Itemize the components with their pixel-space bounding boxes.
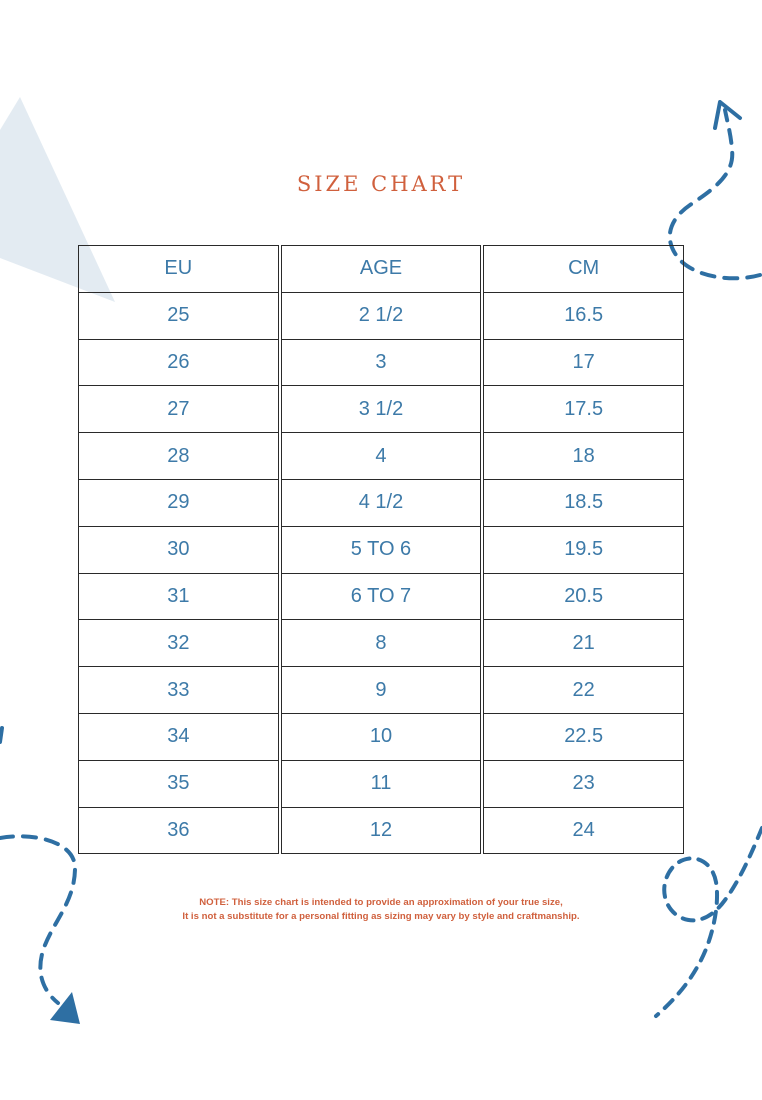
cell-eu: 36 bbox=[78, 808, 279, 855]
cell-age: 9 bbox=[281, 667, 482, 714]
table-row bbox=[78, 574, 684, 621]
cell-age: 3 bbox=[281, 340, 482, 387]
cell-age: 4 bbox=[281, 433, 482, 480]
cell-age: 10 bbox=[281, 714, 482, 761]
cell-cm: 21 bbox=[483, 620, 684, 667]
cell-eu: 30 bbox=[78, 527, 279, 574]
table-row bbox=[78, 386, 684, 433]
cell-age: 4 1/2 bbox=[281, 480, 482, 527]
cell-eu: 31 bbox=[78, 574, 279, 621]
cell-cm: 18.5 bbox=[483, 480, 684, 527]
table-row bbox=[78, 433, 684, 480]
table-header-row bbox=[78, 245, 684, 293]
column-header-cm: CM bbox=[483, 245, 684, 293]
table-row bbox=[78, 808, 684, 855]
cell-cm: 17 bbox=[483, 340, 684, 387]
cell-cm: 22.5 bbox=[483, 714, 684, 761]
column-header-age: AGE bbox=[281, 245, 482, 293]
table-row bbox=[78, 340, 684, 387]
cell-cm: 17.5 bbox=[483, 386, 684, 433]
table-row bbox=[78, 667, 684, 714]
cell-eu: 32 bbox=[78, 620, 279, 667]
table-row bbox=[78, 620, 684, 667]
cell-cm: 23 bbox=[483, 761, 684, 808]
cell-age: 3 1/2 bbox=[281, 386, 482, 433]
cell-age: 11 bbox=[281, 761, 482, 808]
table-row bbox=[78, 761, 684, 808]
column-header-eu: EU bbox=[78, 245, 279, 293]
cell-eu: 29 bbox=[78, 480, 279, 527]
cell-age: 5 TO 6 bbox=[281, 527, 482, 574]
cell-eu: 33 bbox=[78, 667, 279, 714]
table-row bbox=[78, 527, 684, 574]
cell-eu: 25 bbox=[78, 293, 279, 340]
cell-eu: 27 bbox=[78, 386, 279, 433]
cell-eu: 34 bbox=[78, 714, 279, 761]
cell-age: 2 1/2 bbox=[281, 293, 482, 340]
table-row bbox=[78, 480, 684, 527]
note-line-1: NOTE: This size chart is intended to provide an approximation of your true size, bbox=[199, 897, 563, 908]
size-chart-table bbox=[76, 245, 686, 854]
table-row bbox=[78, 714, 684, 761]
cell-eu: 35 bbox=[78, 761, 279, 808]
cell-eu: 28 bbox=[78, 433, 279, 480]
edge-dash-mark bbox=[0, 728, 2, 742]
cell-cm: 22 bbox=[483, 667, 684, 714]
note-line-2: It is not a substitute for a personal fitting as sizing may vary by style and craftmanship. bbox=[182, 911, 580, 922]
cell-eu: 26 bbox=[78, 340, 279, 387]
cell-cm: 18 bbox=[483, 433, 684, 480]
cell-age: 12 bbox=[281, 808, 482, 855]
cell-cm: 16.5 bbox=[483, 293, 684, 340]
arrowhead-icon bbox=[50, 992, 80, 1024]
disclaimer-note bbox=[0, 896, 762, 924]
cell-age: 8 bbox=[281, 620, 482, 667]
cell-age: 6 TO 7 bbox=[281, 574, 482, 621]
table-row bbox=[78, 293, 684, 340]
cell-cm: 19.5 bbox=[483, 527, 684, 574]
page-title: SIZE CHART bbox=[296, 172, 466, 196]
cell-cm: 20.5 bbox=[483, 574, 684, 621]
cell-cm: 24 bbox=[483, 808, 684, 855]
